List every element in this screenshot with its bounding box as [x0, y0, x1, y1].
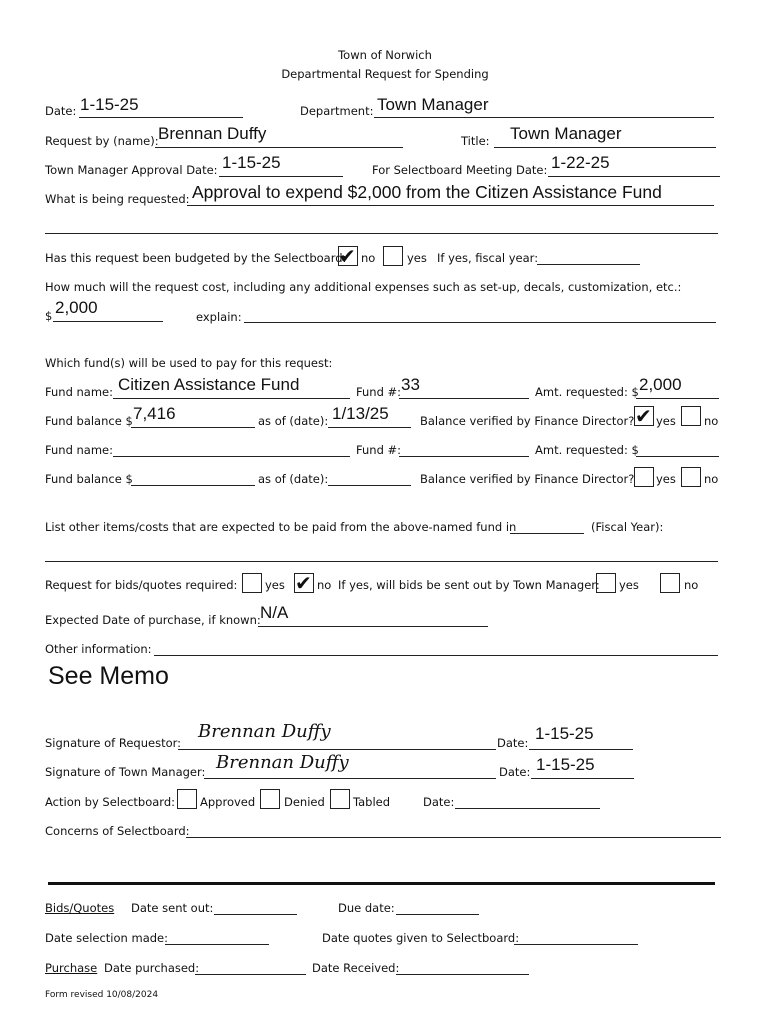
title-label: Title: [461, 134, 490, 148]
bids-sent-yes-checkbox[interactable] [596, 573, 616, 593]
other-info-label: Other information: [45, 642, 152, 656]
cost-line [53, 321, 163, 322]
fund2-asof-line [328, 485, 411, 486]
fund2-verified-yes-label: yes [656, 472, 676, 486]
fund1-verified-no-label: no [704, 414, 719, 428]
department-line [374, 117, 714, 118]
manager-date-field[interactable]: 1-15-25 [536, 755, 595, 774]
section-divider [48, 882, 715, 885]
purchased-date-line [195, 974, 306, 975]
fund2-num-label: Fund #: [356, 443, 402, 457]
requestor-sig-label: Signature of Requestor: [45, 736, 182, 750]
fund2-verified-yes-checkbox[interactable] [634, 467, 654, 487]
bids-quotes-heading: Bids/Quotes [45, 901, 115, 915]
requested-field[interactable]: Approval to expend $2,000 from the Citizen Assistance Fund [192, 182, 662, 202]
fiscal-year-label: If yes, fiscal year: [437, 251, 539, 265]
cost-currency: $ [45, 309, 53, 323]
fund1-balance-label: Fund balance $ [45, 414, 133, 428]
purchased-date-label: Date purchased: [104, 961, 200, 975]
denied-label: Denied [284, 795, 325, 809]
expected-line [258, 626, 488, 627]
bids-no-label: no [317, 578, 332, 592]
fund1-asof-line [328, 427, 411, 428]
approved-checkbox[interactable] [177, 789, 197, 809]
fund1-balance-field[interactable]: 7,416 [133, 404, 176, 423]
fund2-num-line [399, 456, 529, 457]
budgeted-no-label: no [361, 251, 376, 265]
requested-label: What is being requested: [45, 192, 190, 206]
budgeted-yes-checkbox[interactable] [383, 246, 403, 266]
fiscal-year-line [537, 264, 640, 265]
budgeted-label: Has this request been budgeted by the Selectboard: [45, 251, 347, 265]
meeting-date-line [548, 176, 720, 177]
fund1-name-field[interactable]: Citizen Assistance Fund [118, 375, 300, 394]
date-field[interactable]: 1-15-25 [80, 95, 139, 114]
received-date-label: Date Received: [312, 961, 400, 975]
meeting-date-field[interactable]: 1-22-25 [551, 153, 610, 172]
request-by-field[interactable]: Brennan Duffy [158, 124, 267, 143]
budgeted-yes-label: yes [407, 251, 427, 265]
bids-yes-checkbox[interactable] [242, 573, 262, 593]
concerns-line [186, 837, 721, 838]
fund1-amt-line [636, 398, 719, 399]
tabled-label: Tabled [353, 795, 391, 809]
concerns-label: Concerns of Selectboard: [45, 824, 190, 838]
form-title: Departmental Request for Spending [281, 67, 489, 81]
requestor-signature: Brennan Duffy [198, 721, 331, 742]
other-items-line [45, 561, 718, 562]
expected-label: Expected Date of purchase, if known: [45, 613, 261, 627]
meeting-date-label: For Selectboard Meeting Date: [372, 163, 548, 177]
department-label: Department: [300, 104, 374, 118]
received-date-line [396, 974, 529, 975]
requestor-date-field[interactable]: 1-15-25 [535, 724, 594, 743]
fund2-verified-label: Balance verified by Finance Director? [420, 472, 635, 486]
fund1-asof-field[interactable]: 1/13/25 [332, 404, 389, 423]
bids-yes-label: yes [265, 578, 285, 592]
checkmark-icon: ✔ [339, 244, 356, 268]
quotes-date-line [514, 944, 638, 945]
approval-date-field[interactable]: 1-15-25 [222, 153, 281, 172]
requestor-date-line [529, 749, 633, 750]
form-revised: Form revised 10/08/2024 [45, 990, 159, 1000]
title-field[interactable]: Town Manager [510, 124, 622, 143]
manager-sig-line [204, 778, 496, 779]
other-info-field[interactable]: See Memo [48, 662, 169, 690]
bids-label: Request for bids/quotes required: [45, 578, 238, 592]
requested-line-2 [45, 233, 718, 234]
title-line [494, 147, 716, 148]
requestor-date-label: Date: [497, 736, 529, 750]
fund1-verified-no-checkbox[interactable] [681, 406, 701, 426]
denied-checkbox[interactable] [260, 789, 280, 809]
cost-question: How much will the request cost, including any additional expenses such as set-up, decals, customization, etc.: [45, 280, 682, 294]
approval-date-line [219, 176, 343, 177]
approved-label: Approved [200, 795, 256, 809]
checkmark-icon: ✔ [295, 571, 312, 595]
fund1-verified-yes-label: yes [656, 414, 676, 428]
fund1-amt-label: Amt. requested: $ [535, 385, 639, 399]
fund1-num-label: Fund #: [356, 385, 402, 399]
action-label: Action by Selectboard: [45, 795, 175, 809]
funds-question: Which fund(s) will be used to pay for this request: [45, 356, 333, 370]
date-sent-line [214, 914, 297, 915]
approval-date-label: Town Manager Approval Date: [45, 163, 218, 177]
other-items-label: List other items/costs that are expected to be paid from the above-named fund in [45, 520, 517, 534]
fund1-amt-field[interactable]: 2,000 [639, 375, 682, 394]
bids-sent-no-label: no [684, 578, 699, 592]
other-info-line [154, 655, 718, 656]
action-date-label: Date: [423, 795, 455, 809]
request-by-line [155, 147, 403, 148]
selection-date-line [165, 944, 269, 945]
fund2-verified-no-checkbox[interactable] [681, 467, 701, 487]
fiscal-year-suffix: (Fiscal Year): [591, 520, 664, 534]
fund1-num-line [399, 398, 529, 399]
fund2-verified-no-label: no [704, 472, 719, 486]
department-field[interactable]: Town Manager [377, 95, 489, 114]
bids-sent-label: If yes, will bids be sent out by Town Manager: [338, 578, 600, 592]
fund2-amt-label: Amt. requested: $ [535, 443, 639, 457]
checkmark-icon: ✔ [635, 404, 652, 428]
requested-line [187, 205, 714, 206]
manager-date-line [531, 778, 634, 779]
fund2-name-line [113, 456, 350, 457]
date-line [79, 117, 243, 118]
fund2-balance-line [131, 485, 255, 486]
fund2-name-label: Fund name: [45, 443, 114, 457]
bids-sent-yes-label: yes [619, 578, 639, 592]
town-name: Town of Norwich [338, 48, 432, 62]
selection-date-label: Date selection made: [45, 931, 168, 945]
fund1-verified-label: Balance verified by Finance Director? [420, 414, 635, 428]
quotes-date-label: Date quotes given to Selectboard: [322, 931, 520, 945]
bids-sent-no-checkbox[interactable] [660, 573, 680, 593]
fund1-num-field[interactable]: 33 [401, 375, 420, 394]
fund1-name-line [113, 398, 350, 399]
requestor-sig-line [178, 749, 496, 750]
tabled-checkbox[interactable] [330, 789, 350, 809]
purchase-heading: Purchase [45, 961, 98, 975]
request-by-label: Request by (name): [45, 134, 159, 148]
cost-field[interactable]: 2,000 [55, 298, 98, 317]
fund1-asof-label: as of (date): [258, 414, 329, 428]
due-date-line [396, 914, 479, 915]
explain-line [244, 322, 716, 323]
fund1-balance-line [131, 427, 255, 428]
fund1-name-label: Fund name: [45, 385, 114, 399]
fund2-balance-label: Fund balance $ [45, 472, 133, 486]
manager-signature: Brennan Duffy [216, 752, 349, 773]
fund2-asof-label: as of (date): [258, 472, 329, 486]
manager-date-label: Date: [499, 765, 531, 779]
explain-label: explain: [196, 310, 242, 324]
expected-field[interactable]: N/A [260, 603, 289, 622]
date-sent-label: Date sent out: [131, 901, 214, 915]
date-label: Date: [45, 104, 77, 118]
action-date-line [455, 808, 600, 809]
other-items-fy-line [510, 533, 584, 534]
fund2-amt-line [636, 456, 719, 457]
manager-sig-label: Signature of Town Manager: [45, 765, 206, 779]
due-date-label: Due date: [338, 901, 395, 915]
